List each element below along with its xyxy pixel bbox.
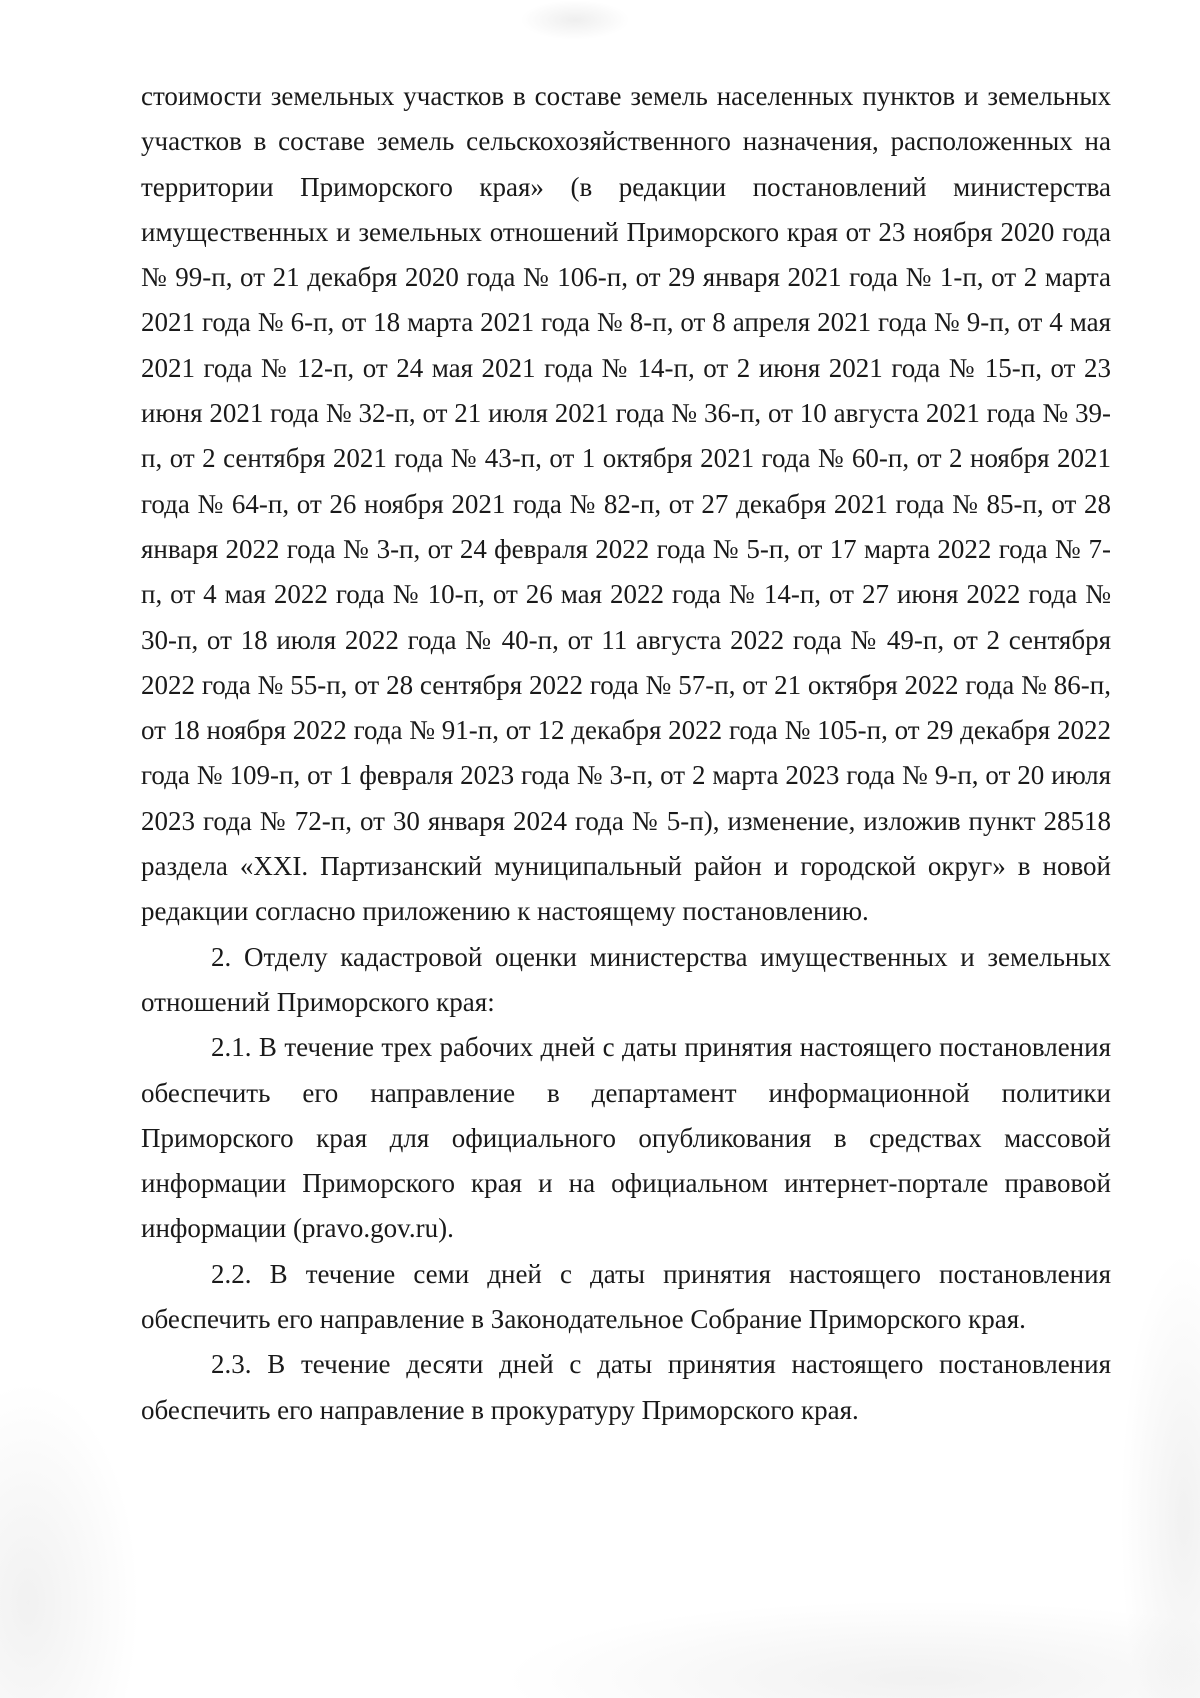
scan-speckle — [0, 1380, 140, 1698]
paragraph-item-2-3: 2.3. В течение десяти дней с даты принятия настоящего постановления обеспечить его направление в прокуратуру Приморского края. — [141, 1349, 1111, 1425]
scan-speckle — [520, 0, 630, 40]
paragraph-continuation: стоимости земельных участков в составе земель населенных пунктов и земельных участков в составе земель сельскохозяйственного назначения, расположенных на территории Приморского края» (в редакции постановлений министерства имущественных и земельных отношений Приморского края от 23 ноября 2020 года № 99-п, от 21 декабря 2020 года № 106-п, от 29 января 2021 года № 1-п, от 2 марта 2021 года № 6-п, от 18 марта 2021 года № 8-п, от 8 апреля 2021 года № 9-п, от 4 мая 2021 года № 12-п, от 24 мая 2021 года № 14-п, от 2 июня 2021 года № 15-п, от 23 июня 2021 года № 32-п, от 21 июля 2021 года № 36-п, от 10 августа 2021 года № 39-п, от 2 сентября 2021 года № 43-п, от 1 октября 2021 года № 60-п, от 2 ноября 2021 года № 64-п, от 26 ноября 2021 года № 82-п, от 27 декабря 2021 года № 85-п, от 28 января 2022 года № 3-п, от 24 февраля 2022 года № 5-п, от 17 марта 2022 года № 7-п, от 4 мая 2022 года № 10-п, от 26 мая 2022 года № 14-п, от 27 июня 2022 года № 30-п, от 18 июля 2022 года № 40-п, от 11 августа 2022 года № 49-п, от 2 сентября 2022 года № 55-п, от 28 сентября 2022 года № 57-п, от 21 октября 2022 года № 86-п, от 18 ноября 2022 года № 91-п, от 12 декабря 2022 года № 105-п, от 29 декабря 2022 года № 109-п, от 1 февраля 2023 года № 3-п, от 2 марта 2023 года № 9-п, от 20 июля 2023 года № 72-п, от 30 января 2024 года № 5-п), изменение, изложив пункт 28518 раздела «XXI. Партизанский муниципальный район и городской округ» в новой редакции согласно приложению к настоящему постановлению. — [141, 81, 1111, 927]
paragraph-item-2: 2. Отделу кадастровой оценки министерства имущественных и земельных отношений Приморского края: — [141, 941, 1111, 1017]
scan-speckle — [500, 1600, 1200, 1698]
paragraph-item-2-2: 2.2. В течение семи дней с даты принятия настоящего постановления обеспечить его направление в Законодательное Собрание Приморского края. — [141, 1258, 1111, 1335]
scan-speckle — [1120, 1250, 1200, 1698]
document-body — [141, 74, 1111, 1433]
paragraph-item-2-1: 2.1. В течение трех рабочих дней с даты принятия настоящего постановления обеспечить его направление в департамент информационной политики Приморского края для официального опубликования в средствах массовой информации Приморского края и на официальном интернет-портале правовой информации (pravo.gov.ru). — [141, 1032, 1111, 1244]
